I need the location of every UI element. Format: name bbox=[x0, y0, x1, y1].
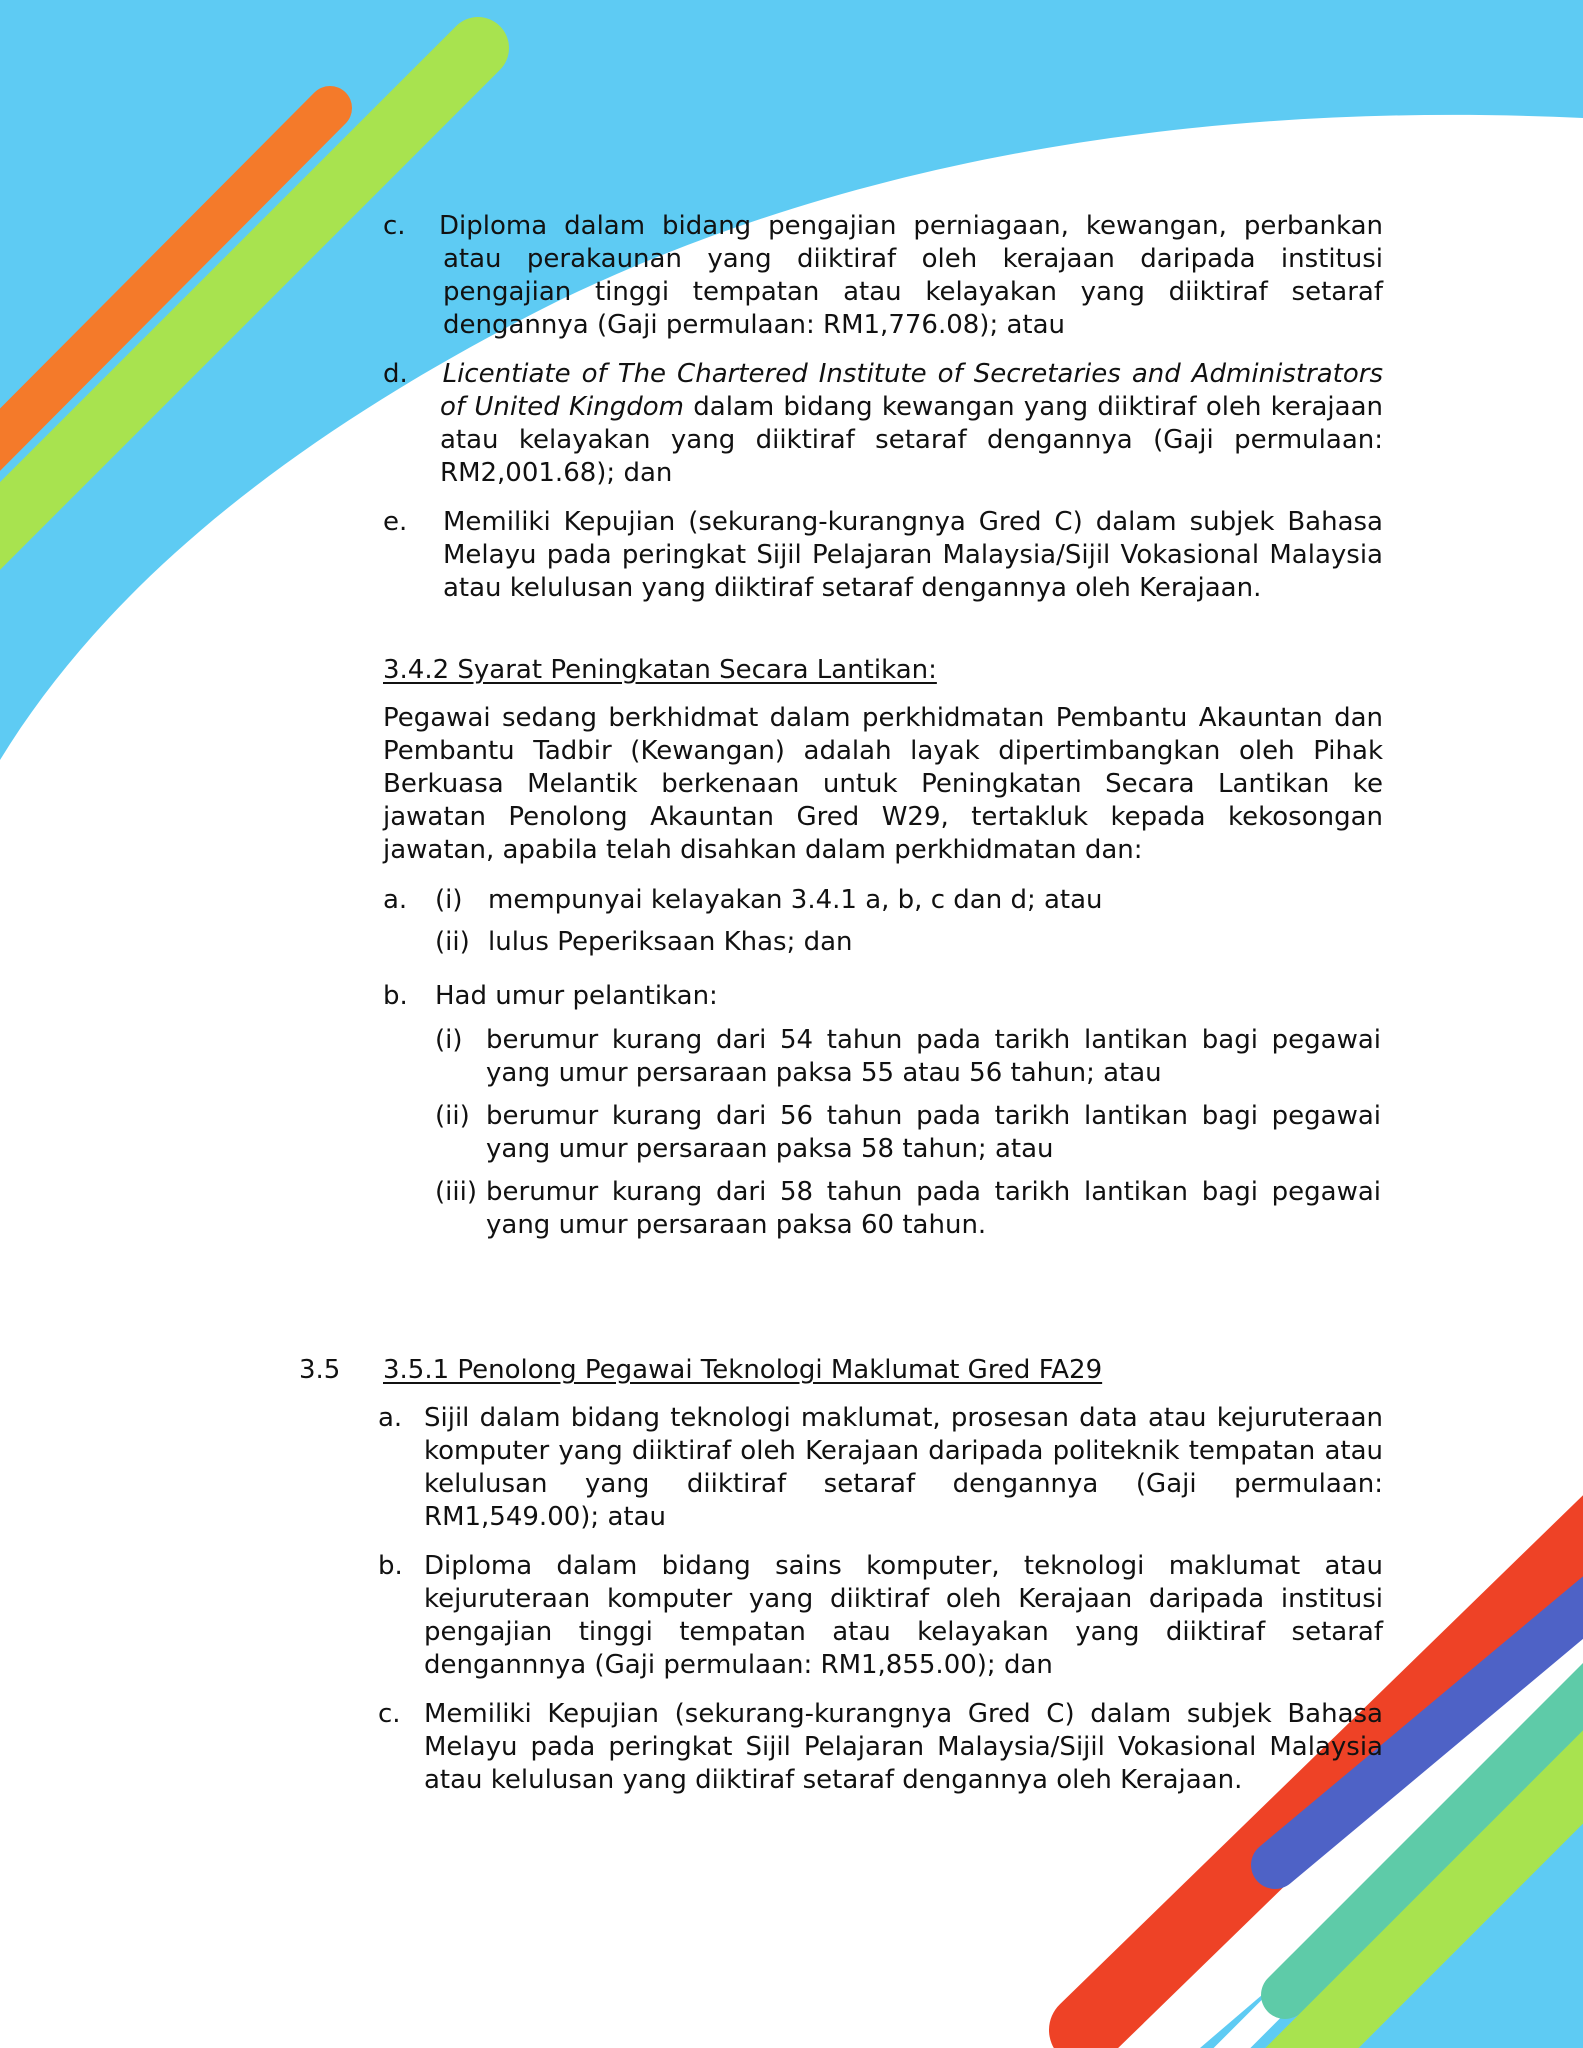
sub-marker-b-iii: (iii) bbox=[435, 1177, 477, 1207]
list-marker-35-b: b. bbox=[378, 1551, 403, 1581]
qualification-item-c: Diploma dalam bidang pengajian perniagaan, kewangan, perbankan atau perakaunan yang diiktiraf oleh kerajaan daripada institusi pengajian tinggi tempatan atau kelayakan yang diiktiraf setaraf dengannya (Gaji permulaan: RM1,776.08); atau bbox=[439, 211, 1383, 340]
sub-item-b-iii: berumur kurang dari 58 tahun pada tarikh lantikan bagi pegawai yang umur persaraan paksa 60 tahun. bbox=[486, 1177, 1381, 1240]
sub-item-a-ii: lulus Peperiksaan Khas; dan bbox=[488, 927, 853, 957]
qualification-item-d-text: dalam bidang kewangan yang diiktiraf oleh kerajaan atau kelayakan yang diiktiraf setaraf dengannya (Gaji permulaan: RM2,001.68); dan bbox=[440, 392, 1383, 488]
sub-item-b-ii: berumur kurang dari 56 tahun pada tarikh lantikan bagi pegawai yang umur persaraan paksa 58 tahun; atau bbox=[486, 1101, 1381, 1164]
sub-marker-b-ii: (ii) bbox=[435, 1101, 470, 1131]
list-marker-c: c. bbox=[383, 211, 406, 241]
item-b-age-limit: Had umur pelantikan: bbox=[435, 981, 718, 1011]
list-marker-e: e. bbox=[383, 507, 408, 537]
list-marker-d: d. bbox=[383, 359, 408, 389]
qualification-item-d-italic: Licentiate of The Chartered Institute of Secretaries and Administrators of United Kingdom bbox=[440, 359, 1383, 422]
list-marker-35-c: c. bbox=[378, 1699, 401, 1729]
qualification-item-d bbox=[440, 358, 1383, 490]
it-qualification-item-b: Diploma dalam bidang sains komputer, teknologi maklumat atau kejuruteraan komputer yang diiktiraf oleh Kerajaan daripada institusi pengajian tinggi tempatan atau kelayakan yang diiktiraf setaraf dengannnya (Gaji permulaan: RM1,855.00); dan bbox=[424, 1551, 1383, 1680]
sub-item-b-i: berumur kurang dari 54 tahun pada tarikh lantikan bagi pegawai yang umur persaraan paksa 55 atau 56 tahun; atau bbox=[486, 1025, 1381, 1088]
list-marker-35-a: a. bbox=[378, 1403, 403, 1433]
qualification-item-e: Memiliki Kepujian (sekurang-kurangnya Gred C) dalam subjek Bahasa Melayu pada peringkat Sijil Pelajaran Malaysia/Sijil Vokasional Malaysia atau kelulusan yang diiktiraf setaraf dengannya oleh Kerajaan. bbox=[443, 507, 1383, 603]
it-qualification-item-a: Sijil dalam bidang teknologi maklumat, prosesan data atau kejuruteraan komputer yang diiktiraf oleh Kerajaan daripada politeknik tempatan atau kelulusan yang diiktiraf setaraf dengannya (Gaji permulaan: RM1,549.00); atau bbox=[424, 1403, 1383, 1532]
list-marker-b: b. bbox=[383, 981, 408, 1011]
section-number-35: 3.5 bbox=[299, 1355, 341, 1385]
sub-marker-a-ii: (ii) bbox=[435, 927, 470, 957]
section-342-intro: Pegawai sedang berkhidmat dalam perkhidmatan Pembantu Akauntan dan Pembantu Tadbir (Kewangan) adalah layak dipertimbangkan oleh Pihak Berkuasa Melantik berkenaan untuk Peningkatan Secara Lantikan ke jawatan Penolong Akauntan Gred W29, tertakluk kepada kekosongan jawatan, apabila telah disahkan dalam perkhidmatan dan: bbox=[383, 703, 1383, 865]
sub-marker-a-i: (i) bbox=[435, 885, 463, 915]
section-heading-351: 3.5.1 Penolong Pegawai Teknologi Maklumat Gred FA29 bbox=[383, 1355, 1103, 1385]
sub-item-a-i: mempunyai kelayakan 3.4.1 a, b, c dan d; atau bbox=[488, 885, 1103, 915]
sub-marker-b-i: (i) bbox=[435, 1025, 463, 1055]
section-heading-342: 3.4.2 Syarat Peningkatan Secara Lantikan: bbox=[383, 655, 937, 685]
it-qualification-item-c: Memiliki Kepujian (sekurang-kurangnya Gred C) dalam subjek Bahasa Melayu pada peringkat Sijil Pelajaran Malaysia/Sijil Vokasional Malaysia atau kelulusan yang diiktiraf setaraf dengannya oleh Kerajaan. bbox=[424, 1699, 1383, 1795]
list-marker-a: a. bbox=[383, 885, 408, 915]
